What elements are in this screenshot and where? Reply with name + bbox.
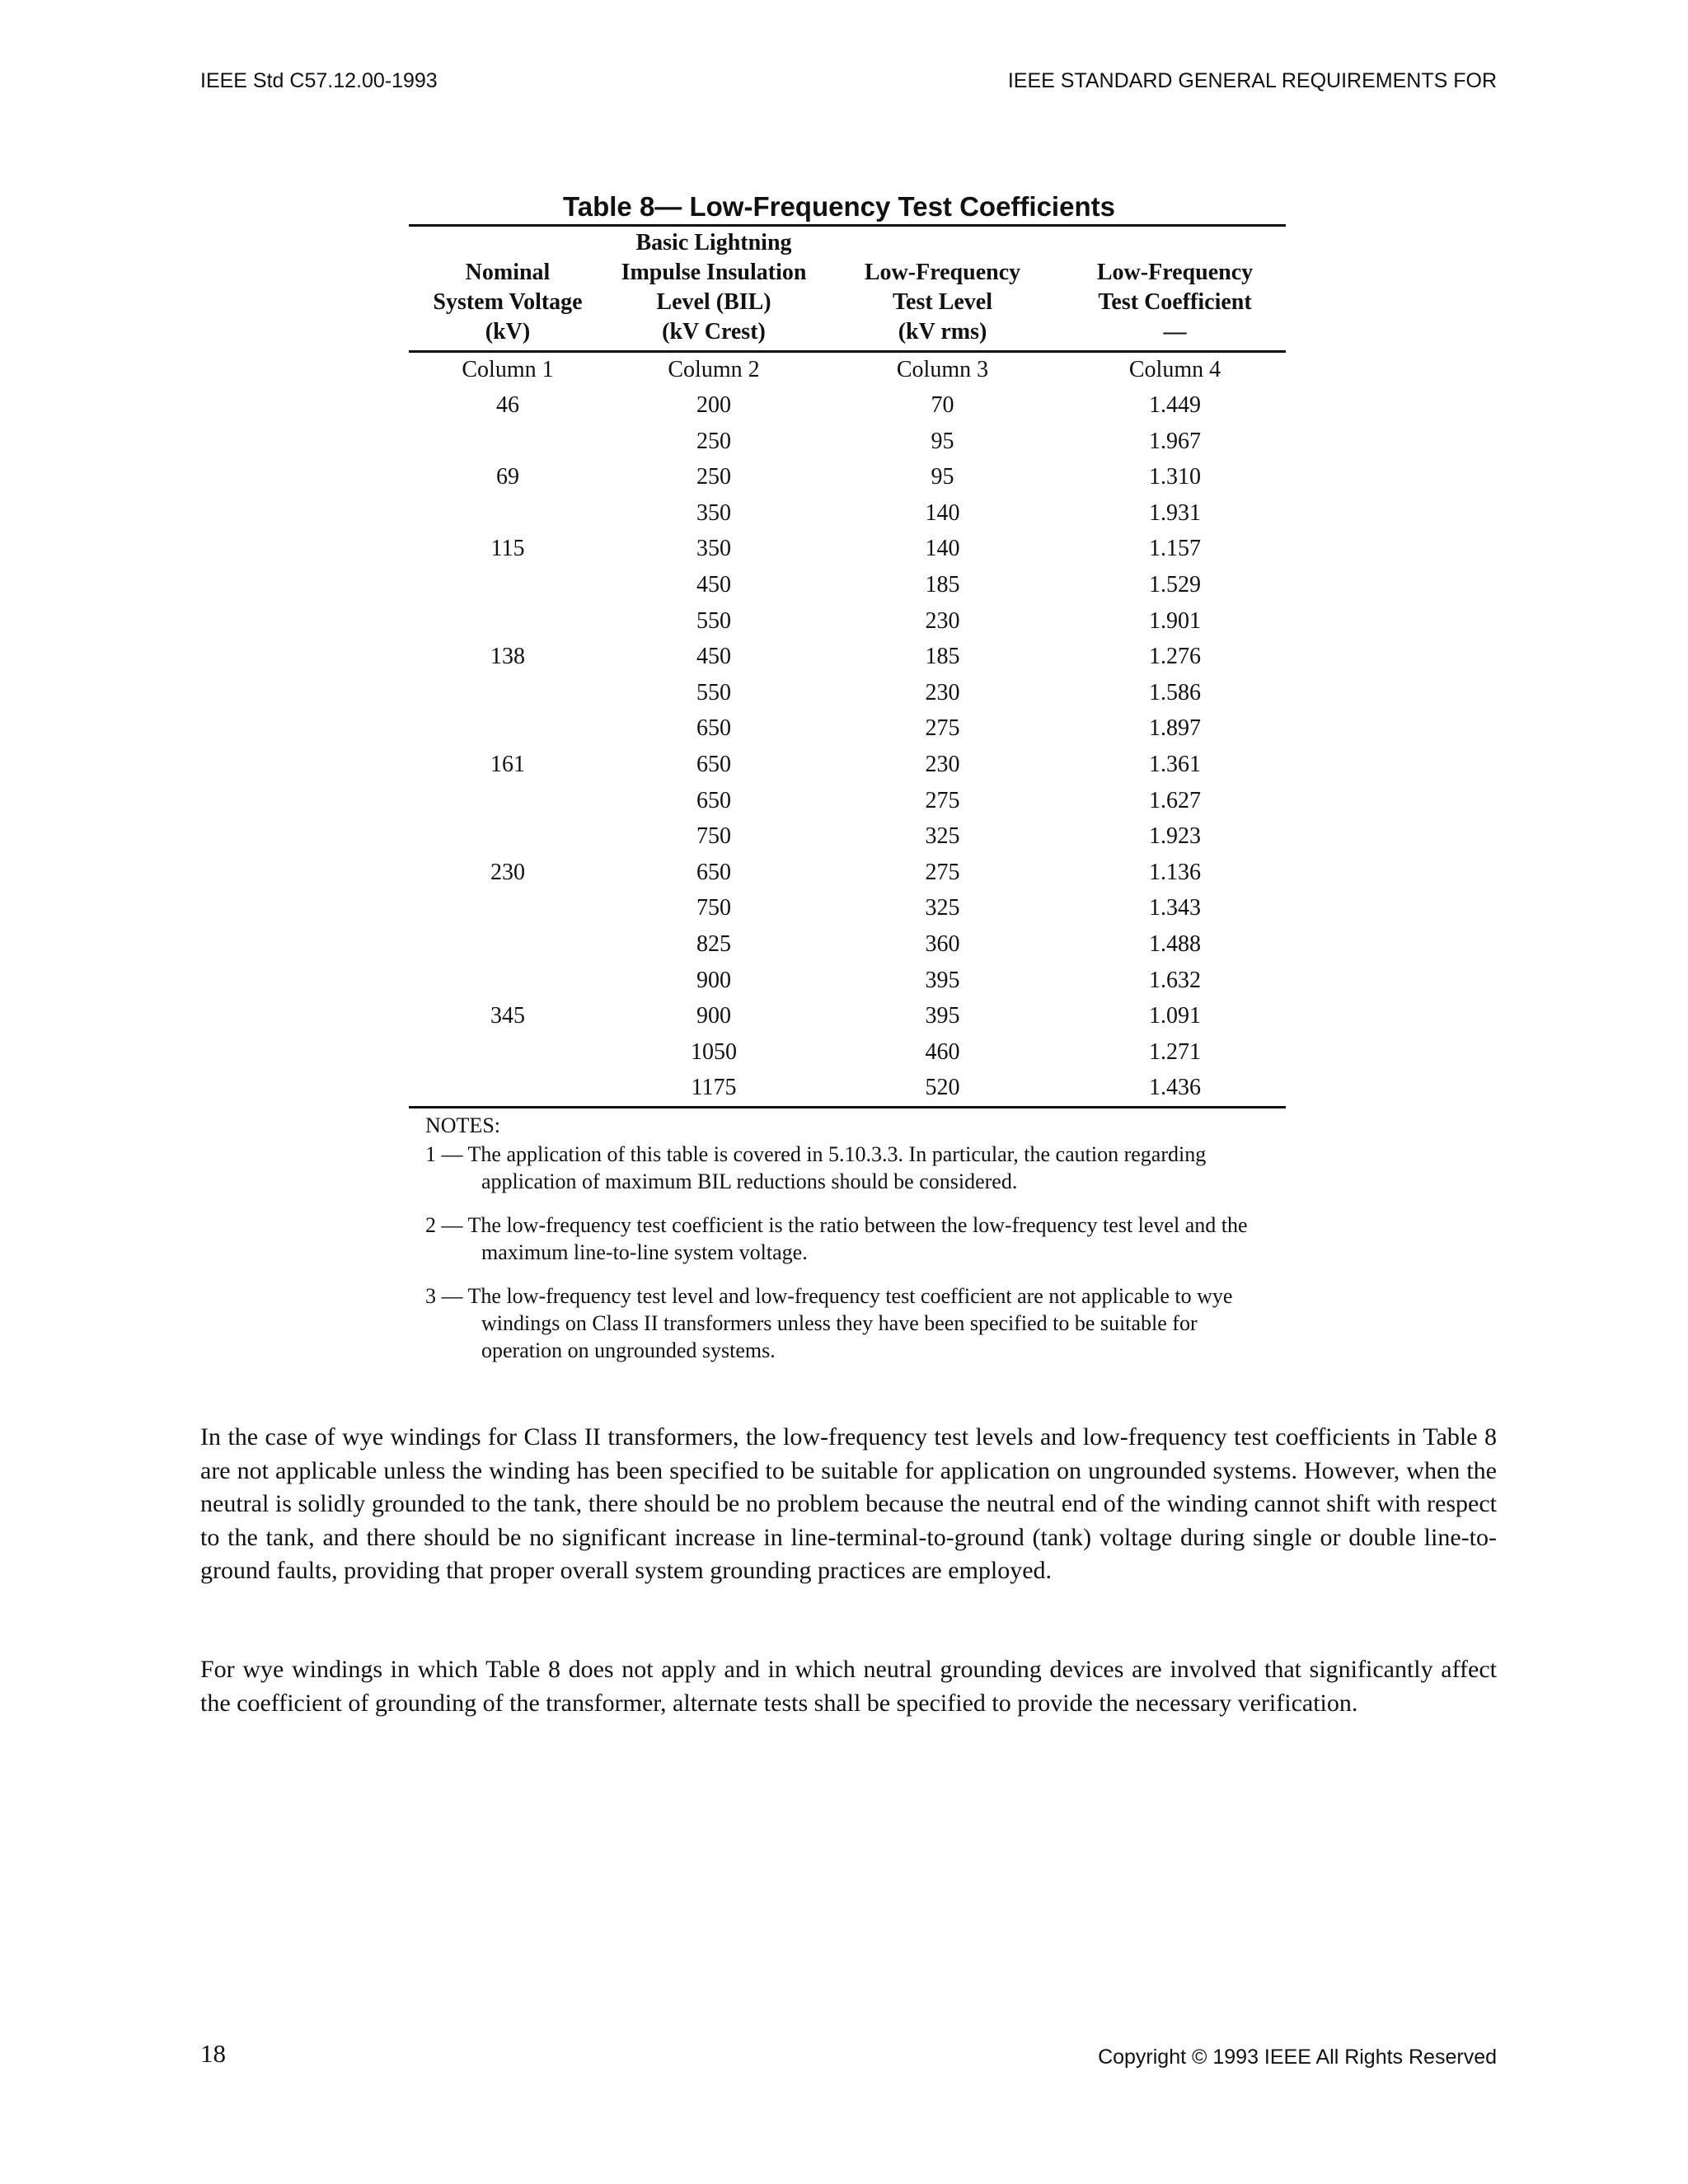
- body-paragraph-2: For wye windings in which Table 8 does not apply and in which neutral grounding devices are involved that significantly affect the coefficient of grounding of the transformer, alternate tests shall be specified to provide the necessary verification.: [200, 1656, 1497, 1717]
- table-cell: 46: [496, 392, 519, 418]
- table-cell: [409, 1034, 607, 1071]
- table-row: [409, 675, 1286, 711]
- table-row: [409, 783, 1286, 819]
- table-cell: 825: [696, 930, 731, 957]
- table-row: [409, 818, 1286, 855]
- table-cell: 1.488: [1149, 930, 1201, 957]
- copyright-notice: Copyright © 1993 IEEE All Rights Reserved: [1098, 2046, 1497, 2069]
- table-cell: [409, 1070, 607, 1106]
- table-title: Table 8— Low-Frequency Test Coefficients: [563, 191, 1115, 222]
- table-cell: [409, 783, 607, 819]
- table-cell: [409, 603, 607, 640]
- table-cell: 1.586: [1149, 679, 1201, 705]
- note-2: 2 — The low-frequency test coefficient is the ratio between the low-frequency test level and the maximum line-to-line system voltage.: [425, 1212, 1248, 1264]
- note-3: 3 — The low-frequency test level and low-frequency test coefficient are not applicable to wye windings on Class II transformers unless they have been specified to be suitable for operation on ungrounded systems.: [425, 1283, 1233, 1362]
- table-cell: [409, 710, 607, 747]
- table-row: [409, 747, 1286, 783]
- page-number: 18: [200, 2039, 226, 2068]
- column-number-row: [409, 353, 1286, 387]
- table-row: [409, 603, 1286, 640]
- table-row: [409, 424, 1286, 460]
- table-cell: 450: [696, 644, 731, 670]
- table-cell: 230: [925, 751, 960, 777]
- table-cell: 1.529: [1149, 571, 1201, 598]
- table-cell: 1.436: [1149, 1075, 1201, 1101]
- table-row: [409, 567, 1286, 603]
- table-row: [409, 710, 1286, 747]
- table-cell: 650: [696, 859, 731, 885]
- header-line: (kV rms): [898, 319, 987, 344]
- header-line: (kV): [485, 319, 531, 344]
- table-cell: 350: [696, 536, 731, 562]
- table-cell: 230: [925, 679, 960, 705]
- table-cell: 230: [490, 859, 525, 885]
- table-cell: 650: [696, 715, 731, 742]
- table-cell: [409, 424, 607, 460]
- table-cell: 1.897: [1149, 715, 1201, 742]
- table-cell: 140: [925, 499, 960, 526]
- table-cell: 1.632: [1149, 967, 1201, 993]
- header-line: Level (BIL): [656, 289, 771, 315]
- table-cell: 1.627: [1149, 787, 1201, 813]
- table-cell: 395: [925, 1003, 960, 1029]
- table-row: [409, 459, 1286, 495]
- header-cell-col3: [821, 258, 1064, 350]
- table-cell: 1.923: [1149, 823, 1201, 850]
- table-cell: 1.931: [1149, 499, 1201, 526]
- table-cell: 1050: [691, 1038, 737, 1065]
- table-cell: [409, 567, 607, 603]
- table-row: [409, 639, 1286, 675]
- table-cell: 550: [696, 607, 731, 634]
- table-cell: 69: [496, 464, 519, 490]
- header-cell-col4: [1064, 258, 1286, 350]
- table-cell: 1.967: [1149, 428, 1201, 454]
- table-cell: 250: [696, 428, 731, 454]
- header-line: System Voltage: [433, 289, 583, 315]
- table-cell: 1.343: [1149, 895, 1201, 921]
- table-cell: [409, 926, 607, 963]
- table-cell: [409, 495, 607, 532]
- coefficients-table: [409, 190, 1286, 1380]
- table-cell: [409, 675, 607, 711]
- running-header-right: IEEE STANDARD GENERAL REQUIREMENTS FOR: [1007, 69, 1497, 92]
- column-number-cell: Column 2: [668, 357, 760, 382]
- header-line: Test Level: [892, 289, 993, 315]
- table-cell: 1.361: [1149, 751, 1201, 777]
- table-cell: [409, 890, 607, 926]
- table-row: [409, 998, 1286, 1034]
- header-cell-col2: [607, 228, 821, 350]
- table-cell: 1.449: [1149, 392, 1201, 418]
- table-cell: 450: [696, 571, 731, 598]
- table-row: [409, 1034, 1286, 1071]
- table-cell: 185: [925, 571, 960, 598]
- body-paragraph-1: In the case of wye windings for Class II transformers, the low-frequency test levels and low-frequency test coefficients in Table 8 are not applicable unless the winding has been specified to be suitable for application on ungrounded systems. However, when the neutral is solidly grounded to the tank, there should be no problem because the neutral end of the winding cannot shift with respect to the tank, and there should be no significant increase in line-terminal-to-ground (tank) voltage during single or double line-to-ground faults, providing that proper overall system grounding practices are employed.: [200, 1423, 1497, 1585]
- table-body: [409, 387, 1286, 1106]
- table-cell: 1.901: [1149, 607, 1201, 634]
- table-cell: 350: [696, 499, 731, 526]
- table-row: [409, 855, 1286, 891]
- table-cell: 395: [925, 967, 960, 993]
- header-line: —: [1163, 319, 1187, 344]
- table-cell: 250: [696, 464, 731, 490]
- table-row: [409, 1070, 1286, 1106]
- table-cell: 360: [925, 930, 960, 957]
- table-cell: 115: [490, 536, 525, 562]
- table-cell: 275: [925, 859, 960, 885]
- table-header-row: [409, 227, 1286, 350]
- column-number-cell: Column 4: [1128, 357, 1221, 382]
- table-cell: 185: [925, 644, 960, 670]
- header-line: Impulse Insulation: [621, 260, 807, 285]
- table-cell: 325: [925, 823, 960, 850]
- header-line: Test Coefficient: [1098, 289, 1252, 315]
- column-number-cell: Column 1: [462, 357, 554, 382]
- table-cell: 345: [490, 1003, 525, 1029]
- table-cell: 70: [931, 392, 954, 418]
- table-cell: 1.091: [1149, 1003, 1201, 1029]
- table-cell: 140: [925, 536, 960, 562]
- table-cell: 161: [490, 751, 525, 777]
- table-cell: 1.276: [1149, 644, 1201, 670]
- header-line: Low-Frequency: [864, 260, 1021, 285]
- header-line: Low-Frequency: [1096, 260, 1254, 285]
- table-cell: 550: [696, 679, 731, 705]
- table-cell: 750: [696, 895, 731, 921]
- table-row: [409, 963, 1286, 999]
- table-cell: 650: [696, 751, 731, 777]
- table-cell: 520: [925, 1075, 960, 1101]
- header-cell-col1: [409, 258, 607, 350]
- table-cell: 1.310: [1149, 464, 1201, 490]
- table-cell: 138: [490, 644, 525, 670]
- table-cell: 1.271: [1149, 1038, 1201, 1065]
- header-line: Basic Lightning: [635, 230, 792, 255]
- table-row: [409, 495, 1286, 532]
- table-cell: 1.157: [1149, 536, 1201, 562]
- table-cell: 900: [696, 967, 731, 993]
- table-cell: 750: [696, 823, 731, 850]
- notes-title: NOTES:: [425, 1113, 500, 1137]
- table-notes: [409, 1108, 1286, 1364]
- table-cell: 275: [925, 715, 960, 742]
- header-line: (kV Crest): [662, 319, 766, 344]
- table-row: [409, 531, 1286, 567]
- column-number-cell: Column 3: [896, 357, 989, 382]
- table-cell: 650: [696, 787, 731, 813]
- table-row: [409, 926, 1286, 963]
- table-cell: [409, 963, 607, 999]
- table-row: [409, 890, 1286, 926]
- table-cell: 275: [925, 787, 960, 813]
- table-cell: 200: [696, 392, 731, 418]
- table-cell: 95: [931, 428, 954, 454]
- table-cell: 900: [696, 1003, 731, 1029]
- table-cell: 1175: [691, 1075, 737, 1101]
- note-1: 1 — The application of this table is covered in 5.10.3.3. In particular, the caution regarding application of maximum BIL reductions should be considered.: [425, 1141, 1207, 1193]
- table-cell: 230: [925, 607, 960, 634]
- table-row: [409, 387, 1286, 424]
- table-cell: 1.136: [1149, 859, 1201, 885]
- running-header-left: IEEE Std C57.12.00-1993: [200, 69, 438, 92]
- header-line: Nominal: [465, 260, 551, 285]
- table-cell: 95: [931, 464, 954, 490]
- table-cell: [409, 818, 607, 855]
- table-cell: 460: [925, 1038, 960, 1065]
- table-cell: 325: [925, 895, 960, 921]
